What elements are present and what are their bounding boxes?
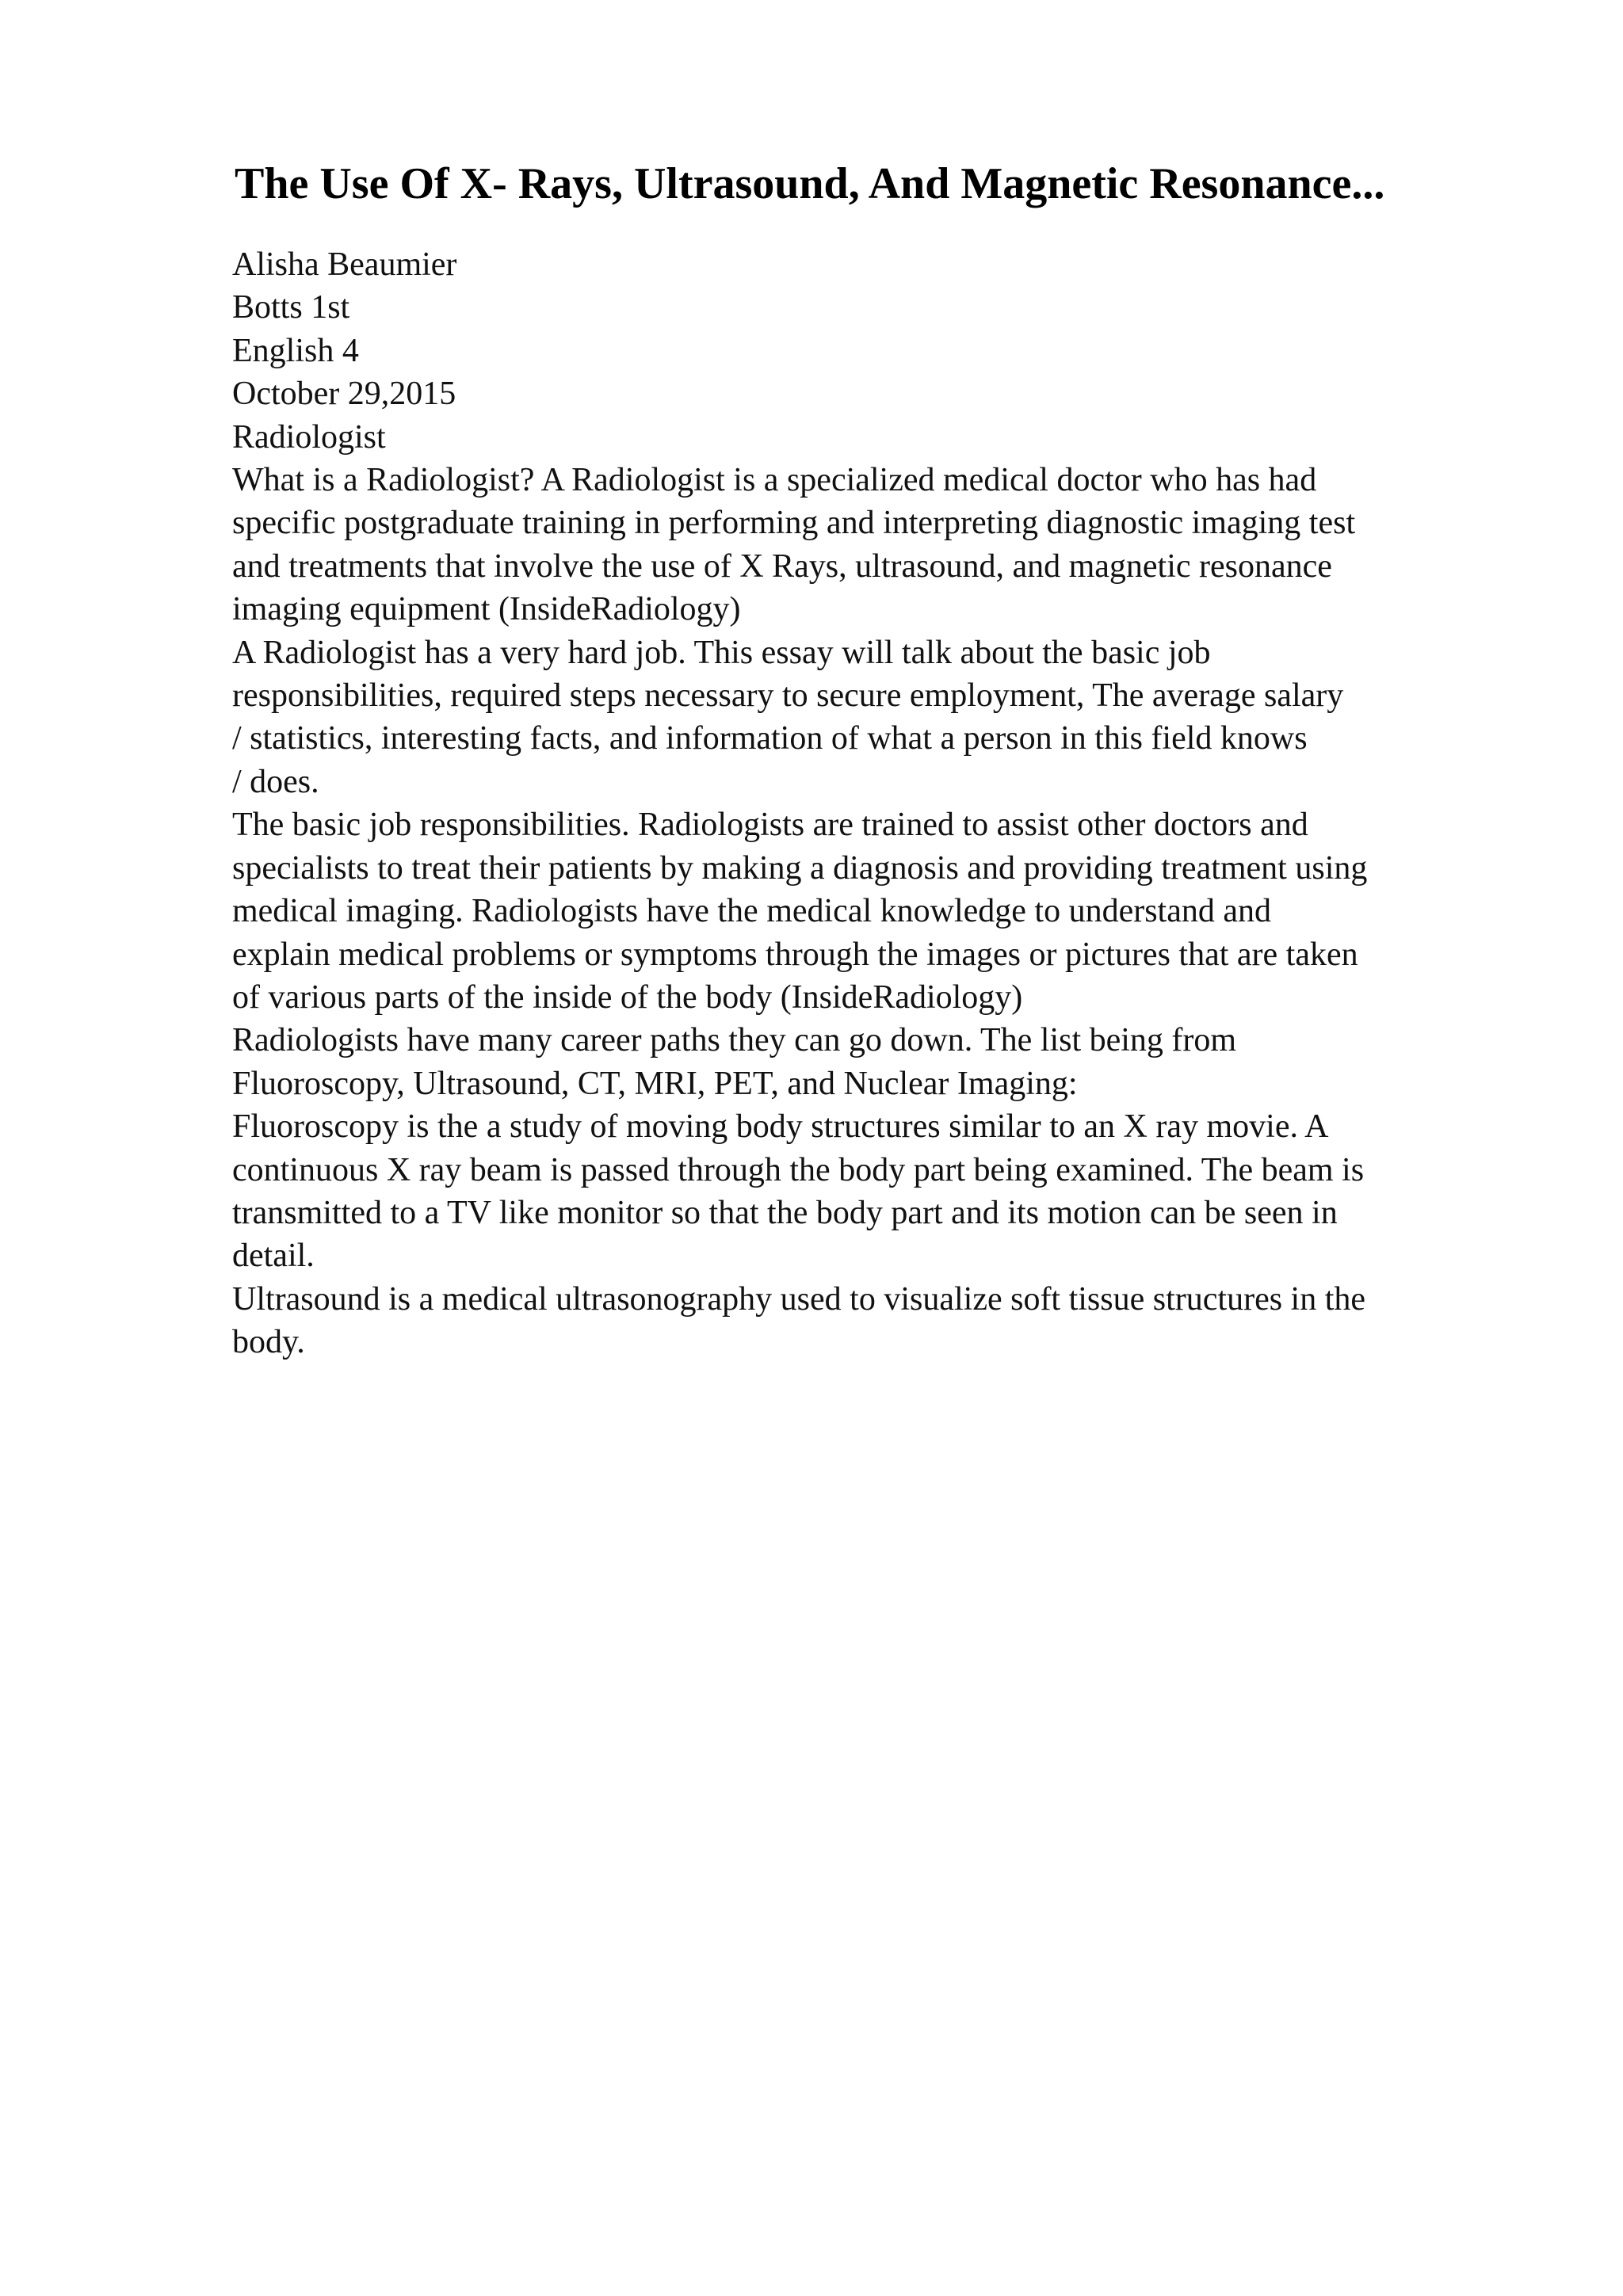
body-line: / does. <box>232 763 319 800</box>
body-line: The basic job responsibilities. Radiologists are trained to assist other doctors and <box>232 807 1308 844</box>
body-line: What is a Radiologist? A Radiologist is a specialized medical doctor who has had <box>232 462 1317 499</box>
body-line: Radiologists have many career paths they can go down. The list being from <box>232 1022 1237 1059</box>
body-line: Ultrasound is a medical ultrasonography used to visualize soft tissue structures in the <box>232 1280 1366 1318</box>
course-name: English 4 <box>232 332 359 369</box>
body-line: of various parts of the inside of the body (InsideRadiology) <box>232 978 1023 1016</box>
body-line: medical imaging. Radiologists have the medical knowledge to understand and <box>232 893 1272 930</box>
body-line: specialists to treat their patients by making a diagnosis and providing treatment using <box>232 849 1368 887</box>
body-line: A Radiologist has a very hard job. This essay will talk about the basic job <box>232 634 1211 671</box>
author-name: Alisha Beaumier <box>232 246 457 283</box>
body-line: imaging equipment (InsideRadiology) <box>232 591 741 628</box>
body-line: transmitted to a TV like monitor so that the body part and its motion can be seen in <box>232 1194 1338 1231</box>
body-line: continuous X ray beam is passed through the body part being examined. The beam is <box>232 1151 1365 1188</box>
body-line: responsibilities, required steps necessary to secure employment, The average salary <box>232 677 1344 715</box>
body-line: explain medical problems or symptoms through the images or pictures that are taken <box>232 936 1358 973</box>
body-line: body. <box>232 1324 305 1361</box>
body-line: Fluoroscopy is the a study of moving body structures similar to an X ray movie. A <box>232 1108 1329 1146</box>
essay-heading: Radiologist <box>232 418 386 456</box>
body-line: Fluoroscopy, Ultrasound, CT, MRI, PET, and Nuclear Imaging: <box>232 1065 1078 1102</box>
document-title: The Use Of X- Rays, Ultrasound, And Magnetic Resonance... <box>235 159 1385 208</box>
body-line: and treatments that involve the use of X Rays, ultrasound, and magnetic resonance <box>232 547 1332 585</box>
body-line: detail. <box>232 1238 315 1275</box>
body-line: specific postgraduate training in performing and interpreting diagnostic imaging test <box>232 505 1356 542</box>
document-date: October 29,2015 <box>232 376 456 413</box>
teacher-period: Botts 1st <box>232 289 350 326</box>
document-body <box>232 243 1611 1364</box>
body-line: / statistics, interesting facts, and information of what a person in this field knows <box>232 720 1308 757</box>
